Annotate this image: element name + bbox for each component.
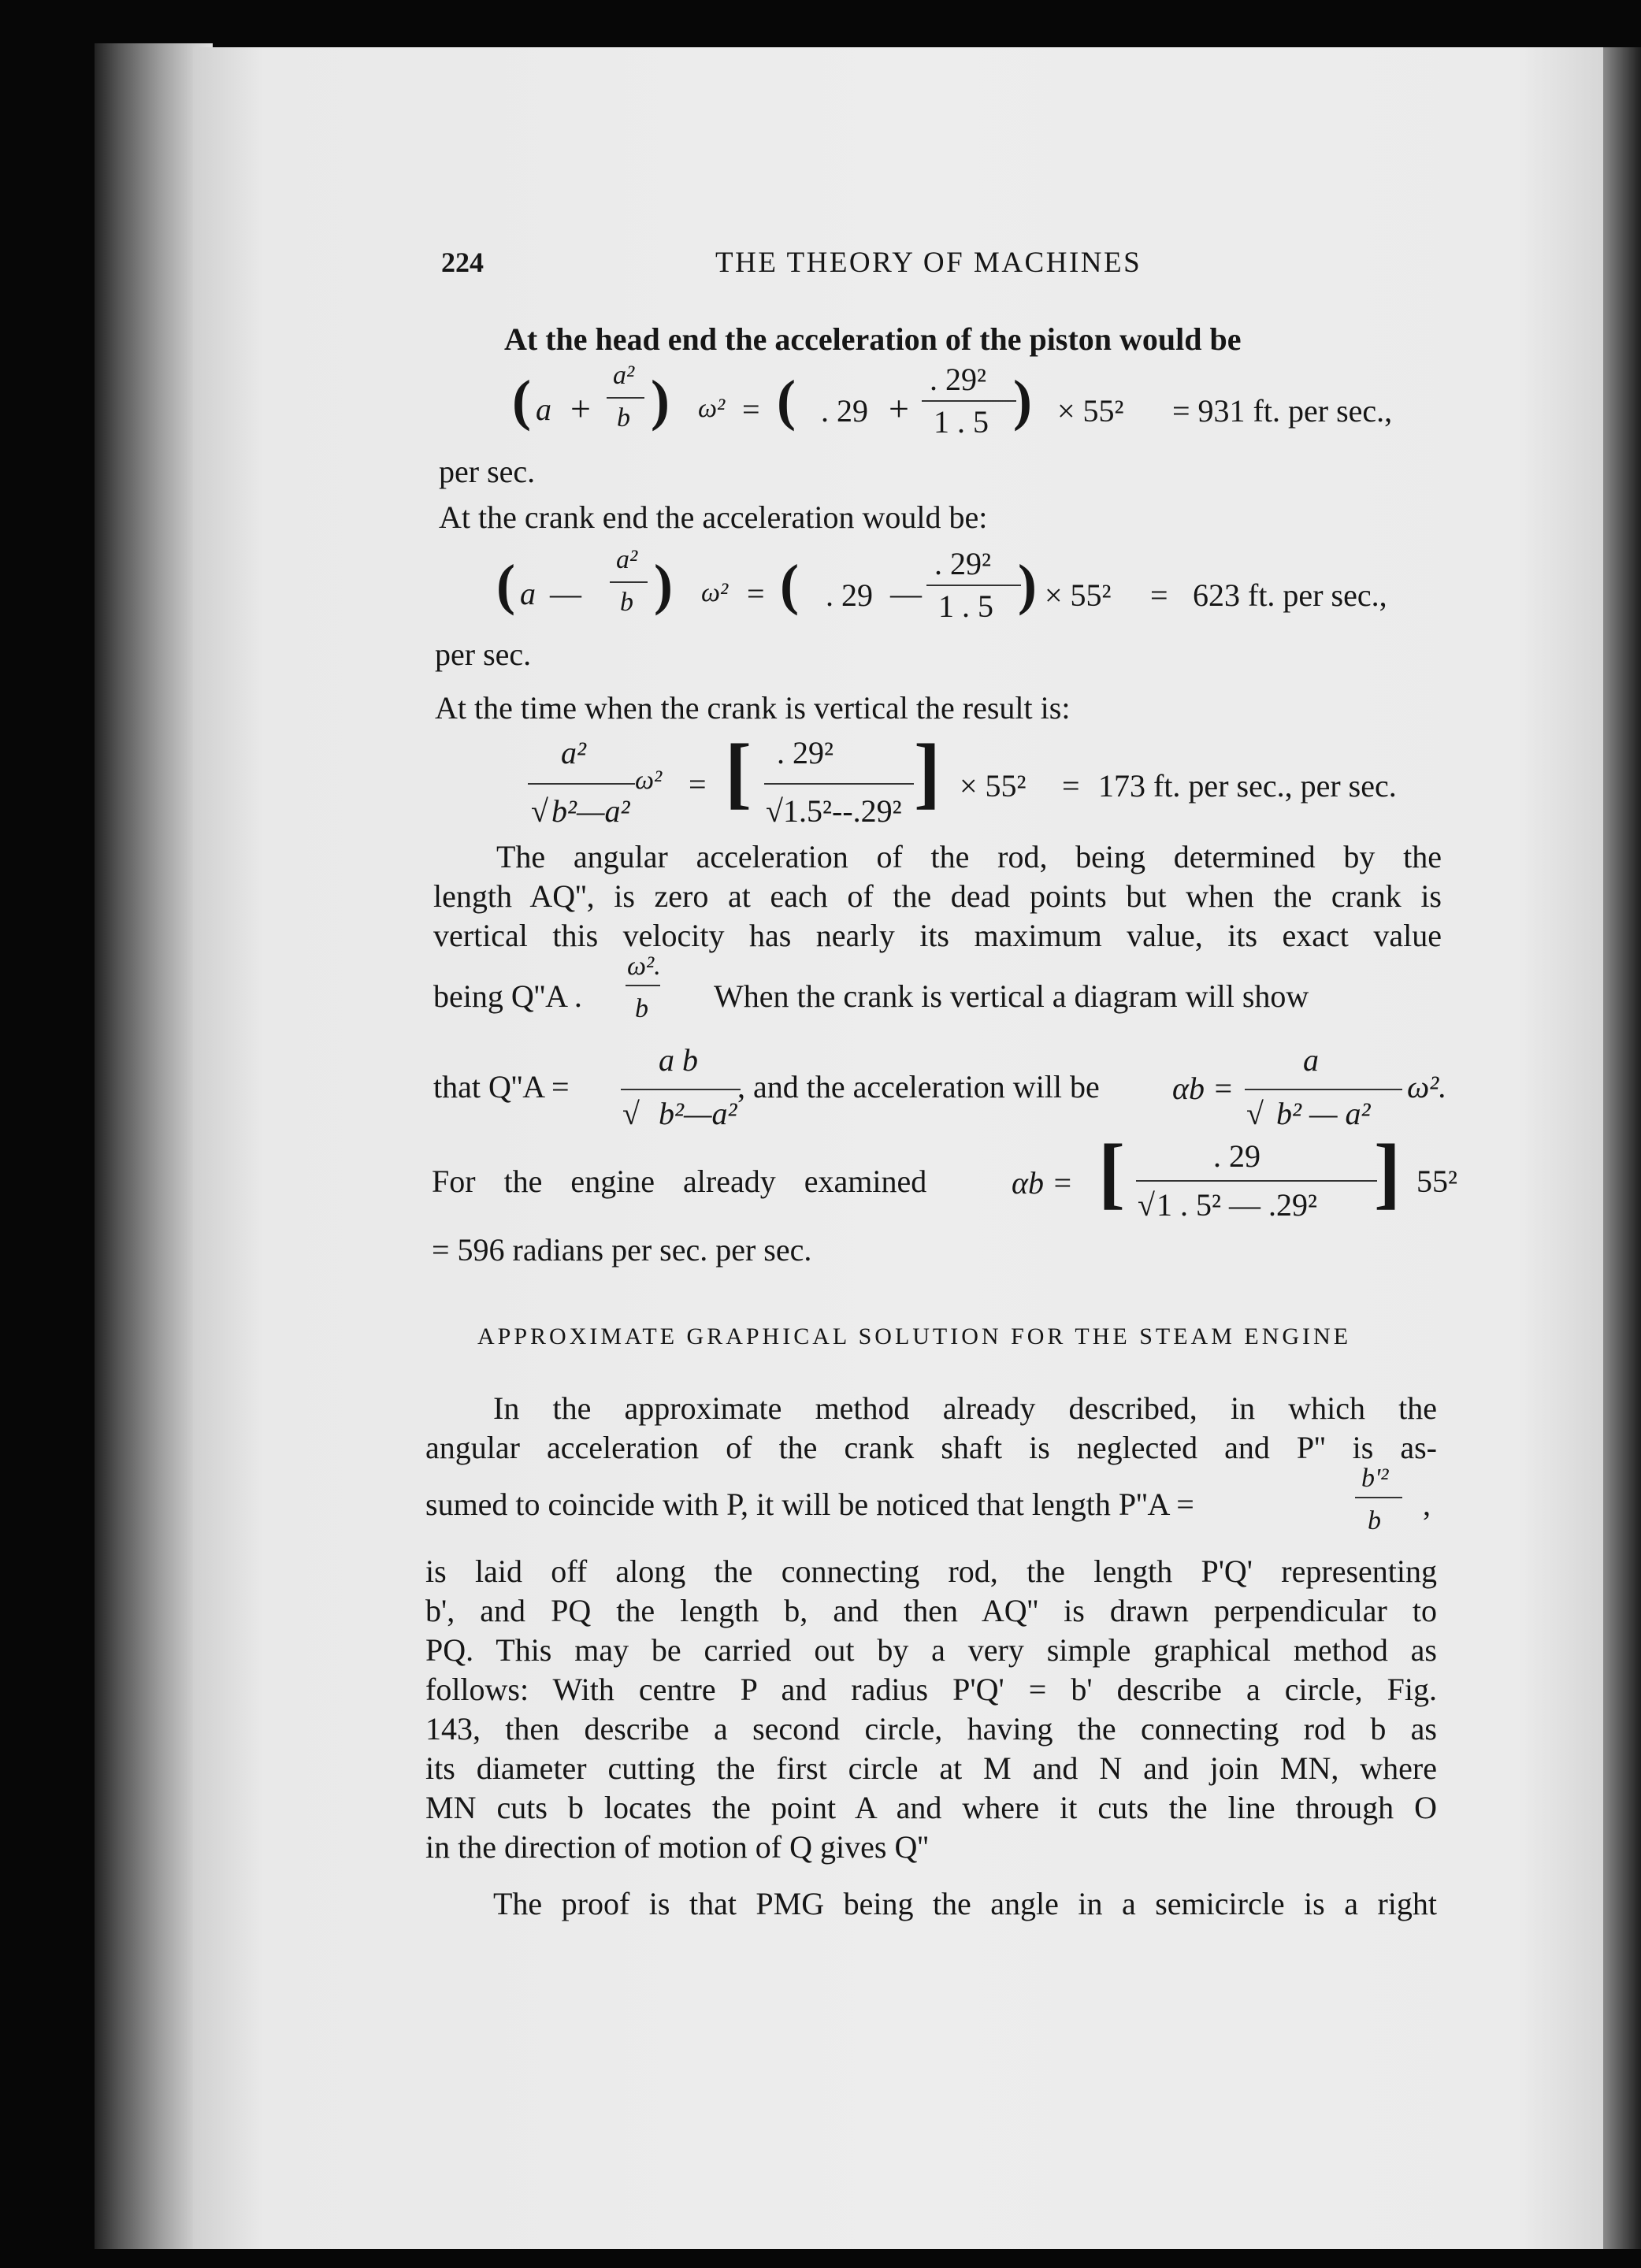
- section-heading: APPROXIMATE GRAPHICAL SOLUTION FOR THE STEAM ENGINE: [477, 1323, 1352, 1349]
- eq2-frac2-bar: [926, 585, 1021, 586]
- eq3-frac-bar: [528, 783, 635, 785]
- equation-head-end: [512, 362, 1457, 457]
- para2-line6: PQ. This may be carried out by a very simple graphical method as: [425, 1632, 1437, 1668]
- para2-line2: angular acceleration of the crank shaft is neglected and P'' is as-: [425, 1430, 1437, 1465]
- line6-frac-bar: [1136, 1180, 1377, 1182]
- para1-frac-num: ω².: [627, 952, 661, 981]
- per-sec-2: per sec.: [435, 637, 532, 672]
- para2-line9: its diameter cutting the first circle at M and N and join MN, where: [425, 1750, 1437, 1786]
- para1-line1: The angular acceleration of the rod, being determined by the: [496, 839, 1442, 874]
- eq2-omega: ω²: [701, 578, 729, 607]
- page-number: 224: [441, 247, 484, 278]
- eq1-value: . 29: [821, 393, 868, 429]
- para2-frac-den: b: [1368, 1506, 1381, 1535]
- para2-line5: b', and PQ the length b, and then AQ'' is drawn perpendicular to: [425, 1593, 1437, 1628]
- vertical-crank-line: At the time when the crank is vertical the result is:: [435, 690, 1071, 726]
- line5-root: √: [622, 1096, 640, 1131]
- para3-line1: The proof is that PMG being the angle in a semicircle is a right: [493, 1886, 1437, 1921]
- eq3-frac2-bar: [764, 783, 914, 785]
- eq1-close-paren: ): [651, 369, 670, 432]
- eq1-frac-den: b: [617, 403, 630, 432]
- result-radians-line: = 596 radians per sec. per sec.: [432, 1232, 812, 1268]
- eq2-minus2: —: [890, 576, 922, 611]
- line6-end: 55²: [1416, 1164, 1457, 1199]
- eq1-a: a: [536, 392, 551, 427]
- eq3-root: √: [531, 793, 548, 829]
- eq2-close-paren: ): [654, 553, 673, 616]
- para2-line8: 143, then describe a second circle, having the connecting rod b as: [425, 1711, 1437, 1746]
- that-qa-line: [433, 1042, 1457, 1147]
- eq3-equals2: =: [1062, 768, 1080, 804]
- eq1-open-paren: (: [512, 369, 531, 432]
- eq1-plus: +: [570, 388, 591, 429]
- eq1-omega: ω²: [698, 394, 726, 423]
- eq2-frac2-den: 1 . 5: [938, 588, 993, 624]
- eq1-result: = 931 ft. per sec.,: [1172, 393, 1393, 429]
- eq2-frac2-num: . 29²: [934, 546, 991, 581]
- para1-line3: vertical this velocity has nearly its maximum value, its exact value: [433, 918, 1442, 953]
- page-right-shadow: [1603, 47, 1641, 2249]
- eq3-den: b²—a²: [551, 793, 630, 829]
- eq1-frac2-bar: [922, 400, 1016, 402]
- eq3-frac2-den: 1.5²--.29²: [783, 793, 902, 829]
- eq2-equals2: =: [1150, 577, 1168, 613]
- line5-alpha: αb =: [1172, 1071, 1234, 1106]
- eq2-minus: —: [550, 576, 581, 611]
- per-sec-1: per sec.: [439, 454, 536, 489]
- para1-frac-den: b: [635, 994, 648, 1023]
- eq2-result: 623 ft. per sec.,: [1193, 577, 1387, 613]
- line6-den: 1 . 5² — .29²: [1156, 1187, 1317, 1223]
- eq1-plus2: +: [889, 388, 909, 429]
- para2-line3-text: sumed to coincide with P, it will be noticed that length P''A =: [425, 1487, 1194, 1522]
- eq1-frac-bar: [607, 397, 644, 399]
- line6-num: . 29: [1213, 1138, 1260, 1174]
- eq2-frac-den: b: [620, 588, 633, 617]
- crank-end-line: At the crank end the acceleration would be:: [439, 499, 988, 535]
- para1-line2: length AQ'', is zero at each of the dead points but when the crank is: [433, 878, 1442, 914]
- para1-being: being Q''A .: [433, 978, 582, 1014]
- eq3-root2: √: [766, 793, 783, 829]
- eq2-frac-num: a²: [616, 545, 638, 574]
- para1-line4-rest: When the crank is vertical a diagram will show: [714, 978, 1309, 1014]
- line5-prefix: that Q''A =: [433, 1069, 570, 1104]
- eq1-equals: =: [742, 392, 760, 427]
- eq3-right-bracket: ]: [914, 728, 941, 817]
- eq3-omega: ω²: [635, 766, 663, 795]
- eq3-equals: =: [689, 767, 707, 802]
- running-title: THE THEORY OF MACHINES: [715, 247, 1142, 279]
- para2-frac-num: b'²: [1361, 1464, 1389, 1493]
- eq2-times: × 55²: [1045, 577, 1112, 613]
- para2-comma: ,: [1423, 1487, 1431, 1522]
- equation-vertical: [488, 728, 1473, 838]
- eq1-frac-num: a²: [613, 361, 635, 390]
- para2-line3: [425, 1465, 1450, 1552]
- line5-num: a b: [659, 1042, 698, 1078]
- para2-line1: In the approximate method already described, in which the: [493, 1390, 1437, 1426]
- eq3-left-bracket: [: [725, 728, 752, 817]
- eq2-equals: =: [747, 576, 765, 611]
- equation-crank-end: [496, 547, 1465, 641]
- eq3-times: × 55²: [960, 768, 1027, 804]
- eq3-result: 173 ft. per sec., per sec.: [1098, 768, 1397, 804]
- eq2-close2: ): [1018, 553, 1037, 616]
- eq1-open2: (: [777, 369, 796, 432]
- intro-text: At the head end the acceleration of the piston would be: [504, 321, 1242, 357]
- para1-line4: [433, 953, 1450, 1040]
- eq3-frac2-num: . 29²: [777, 735, 833, 770]
- para2-line11: in the direction of motion of Q gives Q'': [425, 1829, 929, 1865]
- line6-root: √: [1138, 1187, 1155, 1223]
- para2-frac-bar: [1355, 1497, 1402, 1498]
- eq2-value: . 29: [826, 577, 873, 613]
- eq2-frac-bar: [610, 581, 648, 583]
- line6-right-bracket: ]: [1374, 1128, 1401, 1217]
- line5-num2: a: [1303, 1042, 1319, 1078]
- line5-frac2-bar: [1245, 1089, 1402, 1090]
- para1-frac-bar: [626, 985, 660, 986]
- para2-line7: follows: With centre P and radius P'Q' = b' describe a circle, Fig.: [425, 1672, 1437, 1707]
- eq1-frac2-num: . 29²: [930, 362, 986, 397]
- line5-den2: b² — a²: [1276, 1096, 1371, 1131]
- line5-frac-bar: [621, 1089, 741, 1090]
- eq2-open2: (: [780, 553, 799, 616]
- eq2-a: a: [520, 576, 536, 611]
- eq2-open-paren: (: [496, 553, 515, 616]
- line5-den: b²—a²: [659, 1096, 737, 1131]
- line6-prefix: For the engine already examined: [432, 1164, 927, 1199]
- eq1-close2: ): [1013, 369, 1032, 432]
- engine-examined-line: [432, 1128, 1457, 1243]
- line6-alpha: αb =: [1012, 1165, 1073, 1201]
- line5-middle: , and the acceleration will be: [737, 1069, 1100, 1104]
- line6-left-bracket: [: [1098, 1128, 1125, 1217]
- eq3-num: a²: [561, 735, 586, 770]
- intro-line: [504, 320, 1242, 359]
- para2-line10: MN cuts b locates the point A and where it cuts the line through O: [425, 1790, 1437, 1825]
- para2-line4: is laid off along the connecting rod, the length P'Q' representing: [425, 1553, 1437, 1589]
- line5-root2: √: [1246, 1096, 1264, 1131]
- line5-omega: ω².: [1407, 1069, 1447, 1104]
- eq1-times: × 55²: [1057, 393, 1124, 429]
- eq1-frac2-den: 1 . 5: [934, 404, 989, 440]
